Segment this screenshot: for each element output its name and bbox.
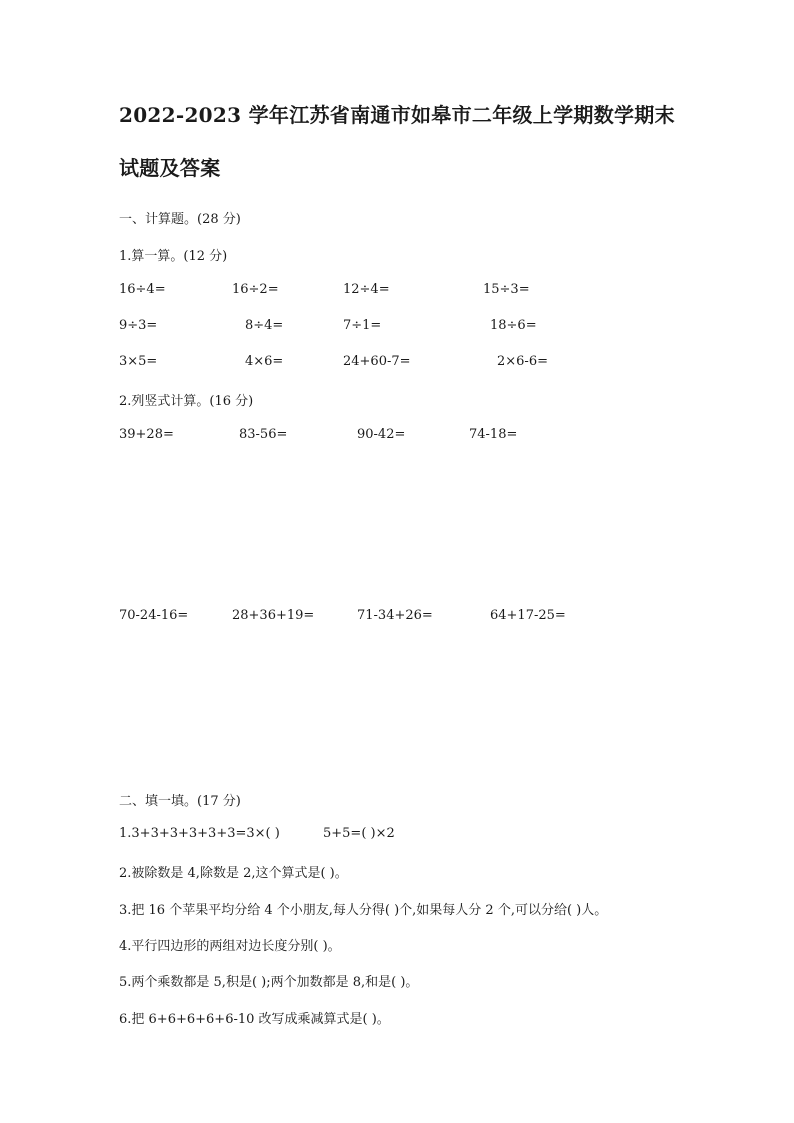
- question-2-heading: 2.列竖式计算。(16 分): [119, 394, 254, 409]
- q2-r1-c3: 90-42=: [357, 427, 406, 442]
- fill-item-6: 6.把 6+6+6+6+6-10 改写成乘减算式是( )。: [119, 1012, 390, 1027]
- q1-r2-c2: 8÷4=: [245, 318, 284, 333]
- fill-item-4: 4.平行四边形的两组对边长度分别( )。: [119, 939, 341, 954]
- document-title-line-1: 2022-2023 学年江苏省南通市如皋市二年级上学期数学期末: [119, 103, 675, 127]
- q1-r3-c1: 3×5=: [119, 354, 158, 369]
- q2-r2-c4: 64+17-25=: [490, 608, 566, 623]
- q1-r2-c4: 18÷6=: [490, 318, 537, 333]
- q1-r1-c1: 16÷4=: [119, 282, 166, 297]
- q1-r3-c3: 24+60-7=: [343, 354, 411, 369]
- fill-item-1b: 5+5=( )×2: [323, 826, 395, 841]
- q1-r1-c3: 12÷4=: [343, 282, 390, 297]
- question-1-heading: 1.算一算。(12 分): [119, 249, 228, 264]
- q1-r3-c4: 2×6-6=: [497, 354, 548, 369]
- fill-item-1a: 1.3+3+3+3+3+3=3×( ): [119, 826, 280, 841]
- q1-r1-c4: 15÷3=: [483, 282, 530, 297]
- q2-r2-c2: 28+36+19=: [232, 608, 315, 623]
- document-title-line-2: 试题及答案: [119, 156, 221, 180]
- fill-item-3: 3.把 16 个苹果平均分给 4 个小朋友,每人分得( )个,如果每人分 2 个,可以分给( )人。: [119, 903, 608, 918]
- q1-r1-c2: 16÷2=: [232, 282, 279, 297]
- q2-r2-c3: 71-34+26=: [357, 608, 433, 623]
- section-2-heading: 二、填一填。(17 分): [119, 794, 241, 809]
- q2-r2-c1: 70-24-16=: [119, 608, 189, 623]
- q2-r1-c1: 39+28=: [119, 427, 174, 442]
- fill-item-5: 5.两个乘数都是 5,积是( );两个加数都是 8,和是( )。: [119, 975, 419, 990]
- q1-r2-c1: 9÷3=: [119, 318, 158, 333]
- q2-r1-c4: 74-18=: [469, 427, 518, 442]
- q1-r2-c3: 7÷1=: [343, 318, 382, 333]
- q2-r1-c2: 83-56=: [239, 427, 288, 442]
- section-1-heading: 一、计算题。(28 分): [119, 212, 241, 227]
- q1-r3-c2: 4×6=: [245, 354, 284, 369]
- fill-item-2: 2.被除数是 4,除数是 2,这个算式是( )。: [119, 866, 348, 881]
